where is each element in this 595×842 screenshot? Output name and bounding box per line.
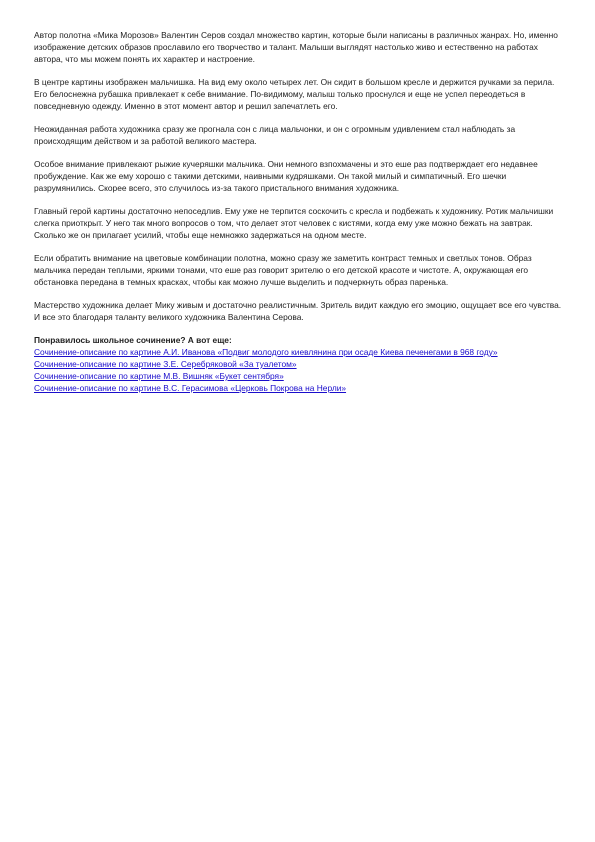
list-item (34, 382, 564, 394)
paragraph-2: В центре картины изображен мальчишка. На вид ему около четырех лет. Он сидит в большом кресле и держится ручками за перила. Его белоснежна рубашка привлекает к себе внимание. По-видимому, малыш только проснулся и еще не успел переодеться в повседневную одежду. Именно в этот момент автор и решил запечатлеть его. (34, 77, 555, 111)
paragraph-4: Особое внимание привлекают рыжие кучеряшки мальчика. Они немного взпохмачены и это еше раз подтверждает его недавнее пробуждение. Как же ему хорошо с такими детскими, наивными кудряшками. Он такой милый и симпатичный. Его шечки разрумянились. Скорее всего, это случилось из-за такого пристального внимания художника. (34, 159, 538, 193)
document-page (34, 29, 564, 394)
related-essay-link-ivanov[interactable]: Сочинение-описание по картине А.И. Иванова «Подвиг молодого киевлянина при осаде Киева печенегами в 968 году» (34, 347, 498, 357)
paragraph-3: Неожиданная работа художника сразу же прогнала сон с лица мальчонки, и он с огромным удивлением стал наблюдать за происходящим действом и за работой великого мастера. (34, 124, 516, 146)
related-essays-list (34, 346, 564, 394)
paragraph-1: Автор полотна «Мика Морозов» Валентин Серов создал множество картин, которые были написаны в различных жанрах. Но, именно изображение детских образов прославило его творчество и талант. Малыши выглядят настолько живо и естественно на работах автора, что мы можем понять их характер и настроение. (34, 30, 558, 64)
paragraph-6: Если обратить внимание на цветовые комбинации полотна, можно сразу же заметить контраст темных и светлых тонов. Образ мальчика передан теплыми, яркими тонами, что еше раз говорит зрителю о его детской красоте и чистоте. А, окружающая его обстановка передана в темных красках, чтобы как можно лучше выделить и подчеркнуть образ паренька. (34, 253, 532, 287)
list-item (34, 358, 564, 370)
list-item (34, 346, 564, 358)
paragraph-7: Мастерство художника делает Мику живым и достаточно реалистичным. Зритель видит каждую его эмоцию, ощущает все его чувства. И все это благодаря таланту великого художника Валентина Серова. (34, 300, 562, 322)
related-essay-link-gerasimov[interactable]: Сочинение-описание по картине В.С. Герасимова «Церковь Покрова на Нерли» (34, 383, 347, 393)
paragraph-5: Главный герой картины достаточно непоседлив. Ему уже не терпится соскочить с кресла и подбежать к художнику. Ротик мальчишки слегка приоткрыт. У него так много вопросов о том, что делает этот человек с кистями, когда ему уже можно бежать на завтрак. Сколько же он прилагает усилий, чтобы еще немножко задержаться на одном месте. (34, 206, 554, 240)
related-essays-section (34, 334, 564, 394)
related-essay-link-vishnyak[interactable]: Сочинение-описание по картине М.В. Вишняк «Букет сентября» (34, 371, 284, 381)
related-essays-heading: Понравилось школьное сочинение? А вот еще: (34, 335, 232, 345)
article-body (34, 29, 564, 323)
related-essay-link-serebryakova[interactable]: Сочинение-описание по картине З.Е. Серебряковой «За туалетом» (34, 359, 297, 369)
list-item (34, 370, 564, 382)
